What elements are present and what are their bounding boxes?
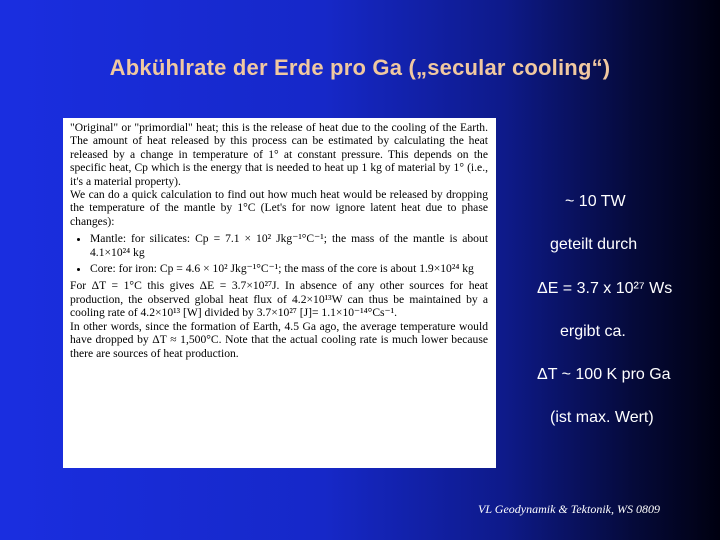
excerpt-paragraph-quick-calculation: We can do a quick calculation to find out how much heat would be released by dropping the temperature of the mantle by 1°C (Let's for now ignore latent heat due to phase changes): — [70, 188, 488, 228]
side-note-heat-flux: ~ 10 TW — [565, 193, 626, 210]
side-note-divided-by: geteilt durch — [550, 236, 638, 253]
excerpt-bullet-list — [70, 232, 488, 275]
excerpt-paragraph-primordial-heat: "Original" or "primordial" heat; this is the release of heat due to the cooling of the Earth. The amount of heat released by this process can be estimated by calculating the heat released by a change in temperature of 1° at constant pressure. This depends on the specific heat, Cp which is the energy that is needed to heat up 1 kg of material by 1° (i.e., it's a material property). — [70, 121, 488, 188]
excerpt-paragraph-conclusion: In other words, since the formation of Earth, 4.5 Ga ago, the average temperature would have dropped by ΔT ≈ 1,500°C. Note that the actual cooling rate is much lower because there are sources of heat production. — [70, 319, 488, 360]
slide-footer: VL Geodynamik & Tektonik, WS 0809 — [478, 502, 660, 516]
side-note-energy: ΔE = 3.7 x 10²⁷ Ws — [537, 280, 673, 297]
excerpt-paragraph-cooling-rate: For ΔT = 1°C this gives ΔE = 3.7×10²⁷J. In absence of any other sources for heat production, the observed global heat flux of 4.2×10¹³W can thus be maintained by a cooling rate of 4.2×10¹³ [W] divided by 3.7×10²⁷ [J]= 1.1×10⁻¹⁴°Cs⁻¹. — [70, 279, 488, 320]
side-note-max-value: (ist max. Wert) — [550, 409, 654, 426]
side-note-results-in: ergibt ca. — [560, 323, 626, 340]
textbook-excerpt — [63, 118, 496, 468]
side-note-temperature-drop: ΔT ~ 100 K pro Ga — [537, 366, 671, 383]
excerpt-bullet-mantle: • Mantle: for silicates: Cp = 7.1 × 10² Jkg⁻¹°C⁻¹; the mass of the mantle is about 4.1×10²⁴ kg — [90, 232, 488, 259]
excerpt-bullet-core: • Core: for iron: Cp = 4.6 × 10² Jkg⁻¹°C⁻¹; the mass of the core is about 1.9×10²⁴ kg — [90, 262, 488, 275]
slide-title: Abkühlrate der Erde pro Ga („secular cooling“) — [109, 55, 611, 80]
